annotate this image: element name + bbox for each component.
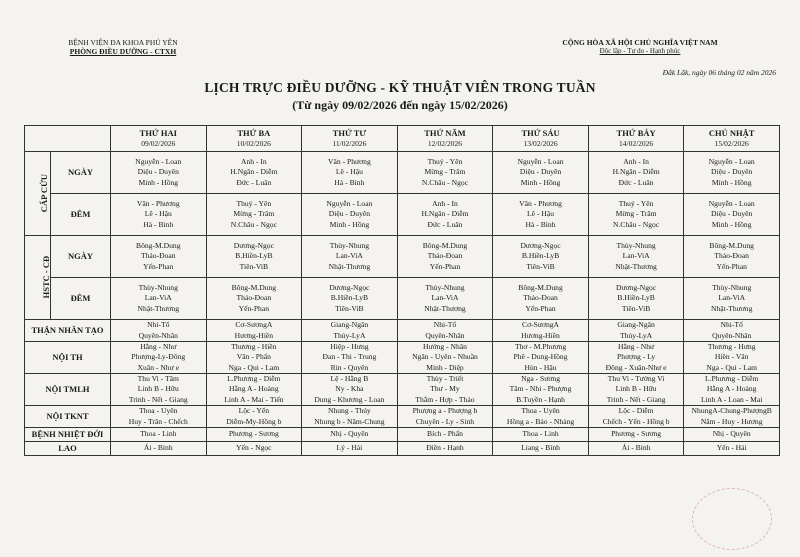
staff-names: Tiên-ViB [526,261,555,271]
schedule-cell [588,194,684,236]
page-title: LỊCH TRỰC ĐIỀU DƯỠNG - KỸ THUẬT VIÊN TRONG TUẦN [204,80,596,95]
staff-names: Yến - Hải [716,443,747,453]
schedule-cell [588,278,684,320]
staff-names: Minh - Hồng [520,177,561,187]
schedule-cell [493,406,589,428]
staff-names: Nhị - Quyên [712,429,751,439]
staff-names: Nga - Qui - Lam [228,362,280,372]
staff-names: Linh A - Loan - Mai [701,394,763,404]
staff-names: Bông-M.Dung [422,241,468,251]
staff-names: Yến-Phan [238,303,270,313]
schedule-cell [493,374,589,406]
staff-names: Chuyên - Ly - Sinh [415,416,475,426]
staff-names: L.Phương - Diễm [227,374,281,384]
schedule-cell [397,194,493,236]
schedule-cell [206,236,302,278]
staff-names: Linh B - Hữu [615,384,657,394]
schedule-cell [493,236,589,278]
staff-names: Thảo-Đoan [523,293,558,303]
staff-names: Yến - Ngọc [236,443,272,453]
staff-names: Hiệp - Hưng [330,342,369,352]
staff-names: Thùy-Nhung [712,283,752,293]
day-header [111,126,207,152]
staff-names: Đức - Luân [618,177,654,187]
staff-names: Tiên-ViB [335,303,364,313]
duty-schedule-table [24,125,780,456]
schedule-cell [397,428,493,442]
staff-names: Nhung b - Năm-Chung [314,416,385,426]
staff-names: Vân - Phương [136,199,180,209]
staff-names: Quyên-Nhân [425,330,465,340]
republic-header [520,38,760,55]
staff-names: Vân - Phương [519,199,562,209]
schedule-cell [684,320,780,342]
staff-names: Rin - Quyên [330,362,369,372]
schedule-cell [111,152,207,194]
staff-names: Nguyễn - Loan [135,157,182,167]
schedule-cell [206,428,302,442]
issue-date: Đắk Lắk, ngày 06 tháng 02 năm 2026 [662,68,776,77]
staff-names: Dương-Ngọc [520,241,561,251]
shift-label: NGÀY [51,152,111,194]
staff-names: Mừng - Trâm [615,209,657,219]
schedule-cell [684,428,780,442]
shift-row [25,194,780,236]
staff-names: Thương - Hiền [231,342,277,352]
department-label: LAO [25,442,111,456]
schedule-cell [493,278,589,320]
staff-names: Linh B - Hữu [137,384,179,394]
staff-names: Nhị - Quyên [330,429,369,439]
staff-names: Thảo-Đoan [427,251,463,261]
staff-names: Phê - Dung-Hồng [513,352,568,362]
staff-names: Thùy-Nhung [138,283,178,293]
staff-names: Thư - My [430,384,460,394]
staff-names: Phượng a - Phượng b [412,406,478,416]
staff-names: NhungA-Chung-PhượngB [691,406,772,416]
staff-names: Lê - Hậu [527,209,555,219]
schedule-cell [684,236,780,278]
schedule-cell [302,442,398,456]
staff-names: Thùy-Nhung [329,241,370,251]
staff-names: Xuân - Như e [137,362,179,372]
staff-names: Nga - Sương [521,374,560,384]
staff-names: Linh A - Mai - Tiến [224,394,284,404]
day-date: 12/02/2026 [427,138,463,148]
department-row [25,342,780,374]
staff-names: Dương-Ngọc [329,283,370,293]
schedule-cell [588,442,684,456]
staff-names: Điền - Hạnh [426,443,464,453]
day-header [397,126,493,152]
department-row [25,374,780,406]
staff-names: Diệu - Duyên [137,167,179,177]
staff-names: Yến-Phan [143,261,174,271]
staff-names: Thùy-Nhung [425,283,465,293]
shift-label: NGÀY [51,236,111,278]
department-row [25,428,780,442]
staff-names: Bông-M.Dung [136,241,181,251]
day-name: THỨ BA [237,128,271,139]
staff-names: Mừng - Trâm [233,209,275,219]
schedule-cell [111,342,207,374]
staff-names: Nhi-Tố [720,320,743,330]
schedule-cell [493,320,589,342]
staff-names: Đức - Luân [236,177,272,187]
staff-names: Lý - Hải [336,443,363,453]
day-header [493,126,589,152]
staff-names: Minh - Hồng [138,177,179,187]
schedule-cell [206,152,302,194]
staff-names: Nga - Qui - Lam [706,362,757,372]
staff-names: Dương-Ngọc [616,283,657,293]
staff-names: Hằng A - Hoàng [706,384,757,394]
schedule-cell [684,442,780,456]
staff-names: Nhật-Thương [710,303,753,313]
staff-names: N.Châu - Ngọc [613,219,660,229]
day-header [684,126,780,152]
schedule-cell [206,442,302,456]
staff-names: Thủy-LyA [620,330,653,340]
group-label [25,152,51,236]
staff-names: Thùy-Nhung [616,241,656,251]
staff-names: Ny - Kha [335,384,364,394]
staff-names: Giang-Ngân [617,320,655,330]
staff-names: Diệu - Duyên [711,167,753,177]
schedule-cell [684,194,780,236]
staff-names: Diệu - Duyên [519,167,562,177]
staff-names: Hà - Bình [143,219,174,229]
schedule-cell [302,152,398,194]
staff-names: Hà - Bình [334,177,365,187]
staff-names: Hướng - Nhân [422,342,467,352]
staff-names: Đan - Thi - Trung [322,352,377,362]
schedule-cell [493,152,589,194]
staff-names: Hồng a - Bảo - Nhàng [506,416,575,426]
schedule-cell [684,152,780,194]
schedule-cell [397,152,493,194]
staff-names: Nguyễn - Loan [517,157,564,167]
schedule-cell [588,428,684,442]
staff-names: Thoa - Linh [140,429,177,439]
shift-label: ĐÊM [51,194,111,236]
staff-names: Trinh - Nết - Giang [128,394,188,404]
staff-names: Thảo-Đoan [140,251,176,261]
schedule-cell [206,194,302,236]
day-name: THỨ TƯ [332,128,367,139]
staff-names: Thơ - M.Phương [514,342,567,352]
staff-names: Nhật-Thương [328,261,371,271]
schedule-cell [111,428,207,442]
day-header [206,126,302,152]
schedule-cell [302,428,398,442]
staff-names: Yến-Phan [525,303,556,313]
day-date: 13/02/2026 [523,138,558,148]
schedule-cell [493,442,589,456]
staff-names: Yến-Phan [716,261,747,271]
day-header [302,126,398,152]
day-name: THỨ HAI [139,128,177,139]
day-date: 14/02/2026 [619,138,654,148]
staff-names: Nhung - Thúy [327,406,371,416]
schedule-cell [684,374,780,406]
schedule-cell [111,442,207,456]
staff-names: Ái - Bình [143,443,173,453]
schedule-cell [397,442,493,456]
shift-label: ĐÊM [51,278,111,320]
schedule-cell [493,194,589,236]
staff-names: Bông-M.Dung [709,241,754,251]
schedule-cell [397,278,493,320]
staff-names: Thu Vi - Tường Vi [607,374,665,384]
national-motto: Độc lập - Tự do - Hạnh phúc [599,47,681,55]
staff-names: Phương - Sương [228,429,279,439]
staff-names: Nguyễn - Loan [708,157,755,167]
staff-names: Tâm - Nhi - Phượng [509,384,572,394]
staff-names: Trinh - Nết - Giang [606,394,666,404]
staff-names: Yến-Phan [429,261,461,271]
staff-names: Thắm - Hợp - Thảo [415,394,475,404]
schedule-cell [397,320,493,342]
staff-names: Quyên-Nhân [138,330,178,340]
staff-names: Thảo-Đoan [236,293,272,303]
corner-cell [25,126,111,152]
staff-names: B.Hiền-LyB [521,251,560,261]
staff-names: H.Ngân - Diễm [230,167,278,177]
staff-names: Lộc - Yến [238,406,270,416]
staff-names: Cơ-SươngA [522,320,560,330]
schedule-cell [684,342,780,374]
schedule-cell [302,320,398,342]
schedule-cell [111,278,207,320]
day-name: CHỦ NHẬT [708,128,755,139]
staff-names: B.Tuyền - Hạnh [516,394,565,404]
staff-names: Lệ - Hằng B [330,374,369,384]
department-label: THẬN NHÂN TẠO [25,320,111,342]
schedule-cell [111,374,207,406]
staff-names: Thủy-LyA [333,330,366,340]
schedule-cell [302,374,398,406]
staff-names: Lê - Hậu [144,209,172,219]
shift-row [25,236,780,278]
hospital-header [28,38,218,56]
staff-names: L.Phương - Diễm [704,374,759,384]
staff-names: Ngân - Uyên - Nhuần [412,352,478,362]
staff-names: Huy - Trân - Chếch [128,416,188,426]
department-label: BỆNH NHIỆT ĐỚI [25,428,111,442]
staff-names: Minh - Hồng [711,219,752,229]
staff-names: Anh - In [240,157,267,167]
schedule-cell [206,278,302,320]
staff-names: B.Hiền-LyB [235,251,273,261]
staff-names: Hằng - Như [140,342,177,352]
page-subtitle: (Từ ngày 09/02/2026 đến ngày 15/02/2026) [292,98,508,112]
staff-names: B.Hiền-LyB [617,293,655,303]
staff-names: H.Ngân - Diễm [421,209,469,219]
day-date: 15/02/2026 [714,138,749,148]
staff-names: Hương-Hiền [234,330,274,340]
staff-names: N.Châu - Ngọc [230,219,277,229]
staff-names: Mừng - Trâm [424,167,466,177]
staff-names: Nhật-Thương [615,261,657,271]
staff-names: Thuý - Yên [236,199,272,209]
day-date: 09/02/2026 [141,138,176,148]
schedule-cell [302,236,398,278]
shift-row [25,278,780,320]
schedule-cell [397,374,493,406]
staff-names: Ái - Bình [621,443,651,453]
staff-names: Thoa - Linh [522,429,559,439]
days-header-row [25,126,780,152]
schedule-cell [302,278,398,320]
staff-names: Phương - Sương [611,429,662,439]
schedule-cell [588,236,684,278]
hospital-name: BỆNH VIỆN ĐA KHOA PHÚ YÊN [68,38,178,47]
staff-names: Diệu - Duyên [328,209,371,219]
staff-names: Diễm-My-Hồng b [226,416,282,426]
staff-names: Nhật-Thương [137,303,179,313]
schedule-cell [206,374,302,406]
shift-row [25,152,780,194]
staff-names: Thảo-Đoan [714,251,749,261]
staff-names: Lan-ViA [622,251,650,261]
staff-names: Hiền - Vân [714,352,749,362]
staff-names: Thu Vi - Tâm [137,374,179,384]
staff-names: Vân - Phấn [236,352,271,362]
staff-names: Dương-Ngọc [233,241,274,251]
schedule-cell [397,406,493,428]
staff-names: Tiên-ViB [621,303,651,313]
staff-names: Nhi-Tố [433,320,457,330]
schedule-cell [684,406,780,428]
republic-name: CỘNG HÒA XÃ HỘI CHỦ NGHĨA VIỆT NAM [562,38,718,47]
day-name: THỨ BẢY [616,128,656,139]
department-label: NỘI TMLH [25,374,111,406]
staff-names: Lan-ViA [431,293,459,303]
schedule-cell [111,194,207,236]
department-row [25,320,780,342]
staff-names: Liang - Bình [521,443,560,453]
staff-names: Cơ-SươngA [235,320,273,330]
staff-names: Nhật-Thương [424,303,466,313]
staff-names: Hương-Hiền [521,330,560,340]
schedule-cell [302,194,398,236]
staff-names: Lan-ViA [718,293,746,303]
staff-names: Hằng A - Hoàng [229,384,279,394]
schedule-cell [111,320,207,342]
staff-names: Thuý - Yên [427,157,463,167]
staff-names: Thùy - Triết [426,374,464,384]
department-row [25,442,780,456]
schedule-cell [206,406,302,428]
schedule-cell [111,236,207,278]
staff-names: Lộc - Diễm [618,406,654,416]
staff-names: Nguyễn - Loan [708,199,755,209]
staff-names: B.Hiền-LyB [330,293,369,303]
staff-names: Nguyễn - Loan [326,199,373,209]
staff-names: Bích - Phấn [427,429,463,439]
staff-names: Bông-M.Dung [518,283,563,293]
schedule-cell [111,406,207,428]
schedule-cell [206,320,302,342]
staff-names: Hà - Bình [525,219,556,229]
schedule-cell [493,342,589,374]
schedule-body [25,152,780,456]
schedule-cell [397,342,493,374]
day-date: 10/02/2026 [236,138,271,148]
staff-names: Vân - Phương [328,157,371,167]
day-date: 11/02/2026 [332,138,367,148]
staff-names: Diệu - Duyên [711,209,753,219]
group-label [25,236,51,320]
staff-names: Dung - Khương - Loan [314,394,385,404]
staff-names: Minh - Diệp [426,362,464,372]
staff-names: Anh - In [432,199,458,209]
day-name: THỨ NĂM [424,128,466,139]
schedule-cell [588,374,684,406]
staff-names: Nhi-Tố [147,320,170,330]
department-label: NỘI TH [25,342,111,374]
staff-names: Lan-ViA [335,251,363,261]
group-name: HSTC - CĐ [41,256,52,299]
schedule-cell [302,342,398,374]
staff-names: Chếch - Yến - Hồng b [602,416,670,426]
staff-names: Thoa - Uyên [521,406,560,416]
staff-names: Thuý - Yên [618,199,654,209]
staff-names: Bông-M.Dung [231,283,277,293]
staff-names: Anh - In [623,157,649,167]
schedule-cell [588,406,684,428]
staff-names: Thương - Hưng [707,342,756,352]
staff-names: Lê - Hậu [335,167,363,177]
schedule-cell [493,428,589,442]
department-row [25,406,780,428]
staff-names: Thoa - Uyên [139,406,178,416]
staff-names: Đông - Xuân-Như e [605,362,667,372]
staff-names: H.Ngân - Diễm [612,167,660,177]
schedule-cell [302,406,398,428]
schedule-cell [206,342,302,374]
group-name: CẤP CỨU [38,174,49,213]
staff-names: Hùn - Hậu [524,362,557,372]
schedule-cell [588,320,684,342]
schedule-cell [397,236,493,278]
schedule-cell [588,342,684,374]
staff-names: Phượng-Ly-Đông [131,352,186,362]
day-name: THỨ SÁU [521,128,560,139]
staff-names: Tiên-ViB [239,261,269,271]
staff-names: Minh - Hồng [329,219,370,229]
staff-names: Quyên-Nhân [712,330,752,340]
staff-names: N.Châu - Ngọc [421,177,469,187]
staff-names: Giang-Ngân [330,320,369,330]
staff-names: Phượng - Ly [617,352,656,362]
red-stamp-mark [692,488,772,550]
staff-names: Lan-ViA [144,293,172,303]
staff-names: Hằng - Như [618,342,655,352]
staff-names: Năm - Huy - Hương [700,416,763,426]
schedule-cell [684,278,780,320]
staff-names: Đức - Luân [427,219,463,229]
schedule-cell [588,152,684,194]
department-label: NỘI TKNT [25,406,111,428]
day-header [588,126,684,152]
department-name: PHÒNG ĐIỀU DƯỠNG - CTXH [69,47,177,56]
staff-names: Minh - Hồng [711,177,752,187]
